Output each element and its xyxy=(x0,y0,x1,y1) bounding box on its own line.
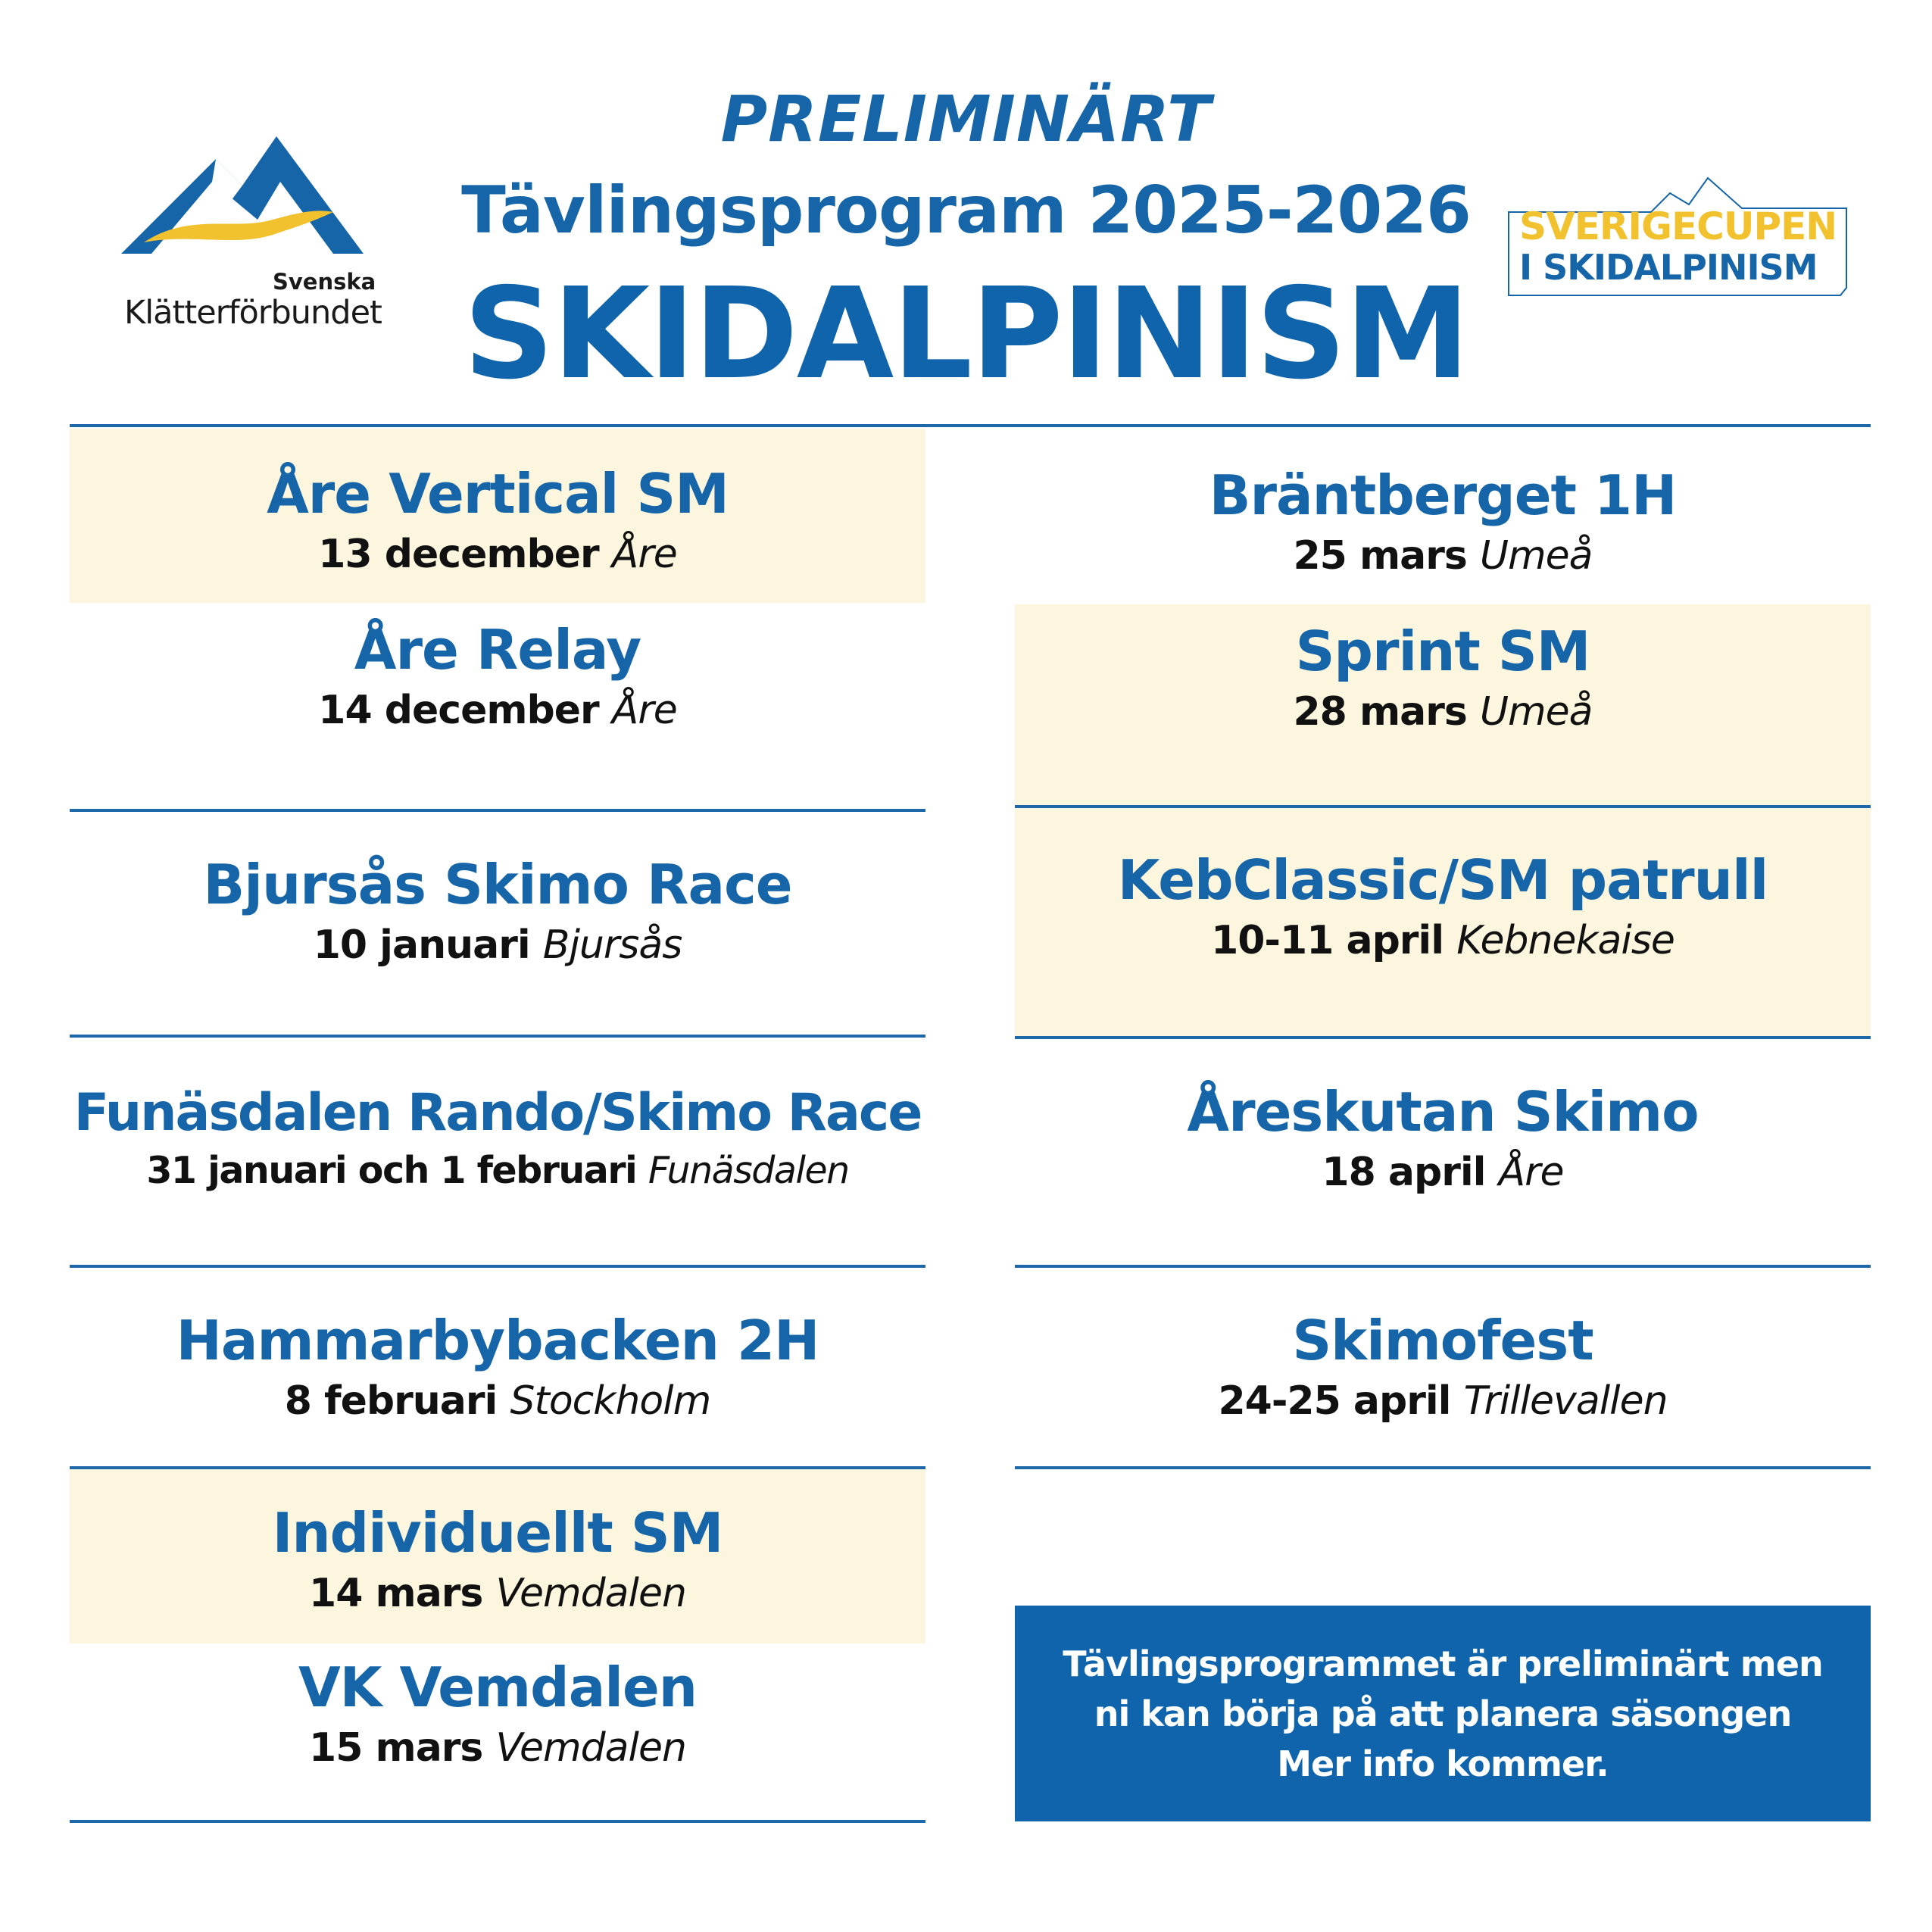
event-name: Individuellt SM xyxy=(272,1501,723,1565)
event-date: 13 december xyxy=(318,532,599,577)
event-place: Bjursås xyxy=(542,922,682,968)
event-funasdalen-rando-skimo-race xyxy=(70,1083,925,1192)
logo-text-svenska: Svenska xyxy=(273,269,376,295)
event-details xyxy=(70,1149,925,1192)
page-subtitle: Tävlingsprogram 2025-2026 xyxy=(461,173,1471,248)
event-date: 10-11 april xyxy=(1211,918,1444,963)
divider-left xyxy=(70,1265,925,1268)
divider-right xyxy=(1015,805,1871,808)
divider-right xyxy=(1015,1466,1871,1469)
divider-left xyxy=(70,1035,925,1038)
divider-right xyxy=(1015,1265,1871,1268)
logo-text-klatterforbundet: Klätterförbundet xyxy=(124,294,382,332)
event-date: 8 februari xyxy=(284,1378,498,1424)
event-details xyxy=(70,1571,925,1616)
event-name: Bräntberget 1H xyxy=(1209,463,1677,527)
sverigecupen-logo xyxy=(1507,174,1856,299)
event-place: Funäsdalen xyxy=(648,1149,849,1192)
event-details xyxy=(70,1725,925,1771)
info-box xyxy=(1015,1606,1871,1821)
event-hammarbybacken-2h xyxy=(70,1309,925,1424)
event-are-vertical-sm xyxy=(70,462,925,577)
preliminary-label: PRELIMINÄRT xyxy=(720,82,1212,156)
event-individuellt-sm xyxy=(70,1501,925,1616)
event-date: 31 januari och 1 februari xyxy=(146,1149,637,1192)
event-kebclassic-sm-patrull xyxy=(1015,848,1871,963)
info-line: ni kan börja på att planera säsongen xyxy=(1094,1693,1792,1734)
event-place: Umeå xyxy=(1479,689,1593,735)
info-line: Mer info kommer. xyxy=(1277,1743,1609,1784)
event-place: Åre xyxy=(611,688,677,733)
event-date: 24-25 april xyxy=(1218,1378,1451,1424)
event-details xyxy=(70,532,925,577)
divider-top xyxy=(70,424,1871,427)
event-date: 18 april xyxy=(1322,1150,1486,1195)
cup-title-line1: SVERIGECUPEN xyxy=(1519,204,1837,248)
event-name: Skimofest xyxy=(1292,1309,1593,1372)
event-details xyxy=(70,688,925,733)
event-details xyxy=(1015,1150,1871,1195)
event-place: Åre xyxy=(611,532,677,577)
divider-left xyxy=(70,809,925,812)
event-name: VK Vemdalen xyxy=(298,1656,698,1719)
event-bjursas-skimo-race xyxy=(70,853,925,968)
event-place: Vemdalen xyxy=(495,1571,686,1616)
event-name: Åreskutan Skimo xyxy=(1187,1080,1699,1144)
divider-right xyxy=(1015,1036,1871,1039)
event-place: Umeå xyxy=(1479,533,1593,579)
event-sprint-sm xyxy=(1015,620,1871,735)
event-date: 14 mars xyxy=(309,1571,483,1616)
event-name: Bjursås Skimo Race xyxy=(203,853,792,916)
event-name: Åre Relay xyxy=(354,618,641,682)
event-details xyxy=(70,922,925,968)
event-date: 25 mars xyxy=(1293,533,1467,579)
event-name: Åre Vertical SM xyxy=(267,462,729,526)
event-areskutan-skimo xyxy=(1015,1080,1871,1195)
event-place: Stockholm xyxy=(510,1378,711,1424)
event-date: 28 mars xyxy=(1293,689,1467,735)
event-details xyxy=(1015,689,1871,735)
event-details xyxy=(1015,918,1871,963)
event-skimofest xyxy=(1015,1309,1871,1424)
event-name: Hammarbybacken 2H xyxy=(176,1309,819,1372)
divider-left xyxy=(70,1820,925,1823)
cup-title-line2: I SKIDALPINISM xyxy=(1519,247,1818,288)
page-title: SKIDALPINISM xyxy=(463,261,1469,407)
divider-left xyxy=(70,1466,925,1469)
event-place: Åre xyxy=(1498,1150,1564,1195)
event-place: Trillevallen xyxy=(1463,1378,1668,1424)
event-details xyxy=(70,1378,925,1424)
event-date: 15 mars xyxy=(309,1725,483,1771)
event-details xyxy=(1015,533,1871,579)
event-name: Funäsdalen Rando/Skimo Race xyxy=(73,1083,922,1143)
info-line: Tävlingsprogrammet är preliminärt men xyxy=(1063,1643,1823,1684)
event-name: Sprint SM xyxy=(1295,620,1590,683)
event-date: 10 januari xyxy=(313,922,530,968)
event-date: 14 december xyxy=(318,688,599,733)
event-vk-vemdalen xyxy=(70,1656,925,1771)
event-details xyxy=(1015,1378,1871,1424)
event-place: Vemdalen xyxy=(495,1725,686,1771)
event-name: KebClassic/SM patrull xyxy=(1117,848,1768,912)
event-place: Kebnekaise xyxy=(1456,918,1675,963)
event-are-relay xyxy=(70,618,925,733)
event-brantberget-1h xyxy=(1015,463,1871,579)
